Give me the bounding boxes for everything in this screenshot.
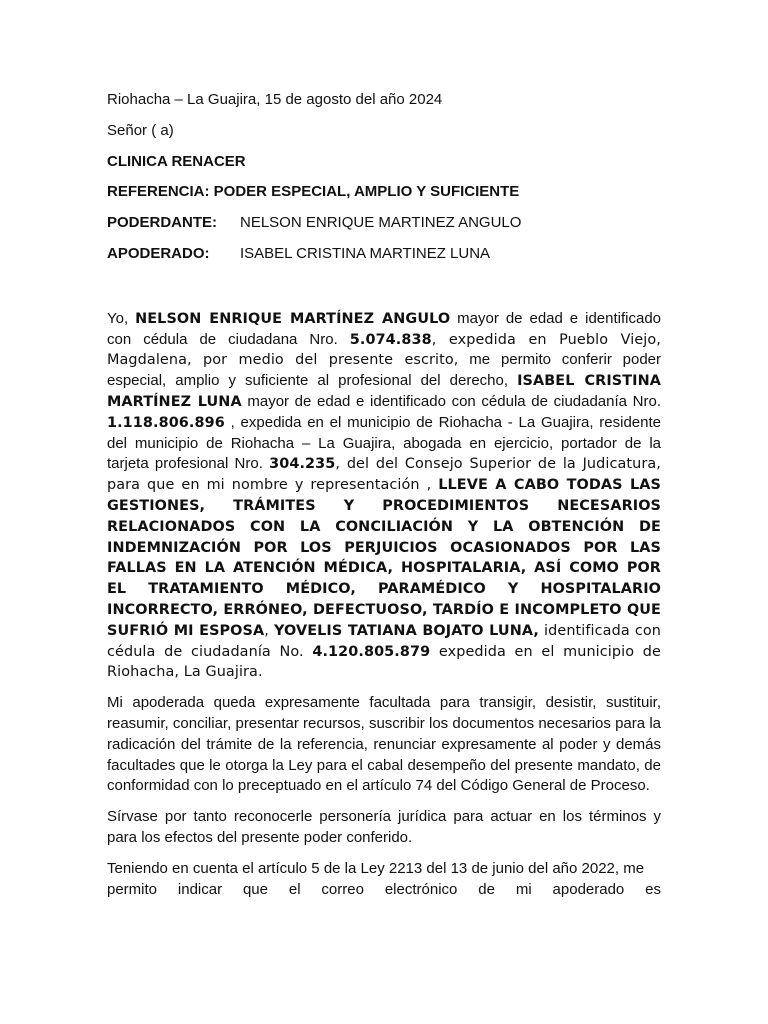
p1-text: me permito conferir poder especial, amplio y suficiente al profesional del derecho, (107, 351, 662, 390)
poderdante-id: 5.074.838 (349, 331, 432, 348)
tarjeta-profesional: 304.235 (269, 456, 336, 473)
p1-text: , del del Consejo Superior de la Judicatura, para que en mi nombre y representación , (107, 456, 661, 494)
apoderado-value: ISABEL CRISTINA MARTINEZ LUNA (240, 244, 491, 262)
paragraph-correo-line2: permito indicar que el correo electrónico de mi apoderado es (107, 880, 661, 898)
p1-text: identificada con cédula de ciudadanía No. (107, 622, 662, 660)
mandate-text: LLEVE A CABO TODAS LAS GESTIONES, TRÁMITES Y PROCEDIMIENTOS NECESARIOS RELACIONADOS CON LA CONCILIACIÓN Y LA OBTENCIÓN DE INDEMNIZACIÓN POR LOS PERJUICIOS OCASIONADOS POR LAS FALLAS EN LA ATENCIÓN MÉDICA, HOSPITALARIA, ASÍ COMO POR EL TRATAMIENTO MÉDICO, PARAMÉDICO Y HOSPITALARIO INCORRECTO, ERRÓNEO, DEFECTUOSO, TARDÍO E INCOMPLETO QUE SUFRIÓ MI ESPOSA (107, 477, 661, 639)
poderdante-value: NELSON ENRIQUE MARTINEZ ANGULO (240, 214, 522, 232)
poderdante-row (107, 213, 661, 234)
poderdante-name: NELSON ENRIQUE MARTÍNEZ ANGULO (135, 310, 451, 327)
spouse-name: YOVELIS TATIANA BOJATO LUNA, (274, 622, 539, 639)
apoderado-label: APODERADO: (107, 244, 210, 262)
paragraph-facultades: Mi apoderada queda expresamente facultada para transigir, desistir, sustituir, reasumir, conciliar, presentar recursos, suscribir los documentos necesarios para la radicación del trámite de la referencia, renunciar expresamente al poder y demás facultades que le otorga la Ley para el cabal desempeño del presente mandato, de conformidad con lo preceptuado en el artículo 74 del Código General de Proceso. (107, 694, 661, 795)
p1-text: mayor de edad e identificado con cédula de ciudadana Nro. (107, 309, 661, 348)
paragraph-personeria: Sírvase por tanto reconocerle personería jurídica para actuar en los términos y para los efectos del presente poder conferido. (107, 808, 661, 846)
paragraph-correo-line1: Teniendo en cuenta el artículo 5 de la Ley 2213 del 13 de junio del año 2022, me (107, 859, 645, 877)
document-content (107, 90, 661, 900)
p1-text: , expedida en Pueblo Viejo, Magdalena, por medio del presente escrito, (107, 331, 661, 369)
place-date: Riohacha – La Guajira, 15 de agosto del año 2024 (107, 91, 443, 108)
recipient: CLINICA RENACER (107, 152, 246, 170)
p1-text: , (264, 622, 275, 639)
apoderado-id: 1.118.806.896 (107, 414, 225, 431)
apoderado-row (107, 244, 661, 265)
spouse-id: 4.120.805.879 (312, 643, 431, 660)
p1-text: mayor de edad e identificado con cédula de ciudadanía Nro. (241, 392, 661, 410)
p1-text: Yo, (107, 309, 136, 327)
poderdante-label: PODERDANTE: (107, 214, 218, 232)
salutation: Señor ( a) (107, 121, 174, 139)
spacer (107, 275, 661, 309)
p1-text: expedida en el municipio de Riohacha, La Guajira. (107, 643, 661, 681)
reference-line: REFERENCIA: PODER ESPECIAL, AMPLIO Y SUFICIENTE (107, 183, 520, 201)
p1-text: , expedida en el municipio de Riohacha - La Guajira, residente del municipio de Riohacha – La Guajira, abogada en ejercicio, portador de la tarjeta profesional Nro. (107, 413, 661, 473)
paragraph-poder (107, 309, 661, 683)
apoderado-name: ISABEL CRISTINA MARTÍNEZ LUNA (107, 373, 661, 410)
